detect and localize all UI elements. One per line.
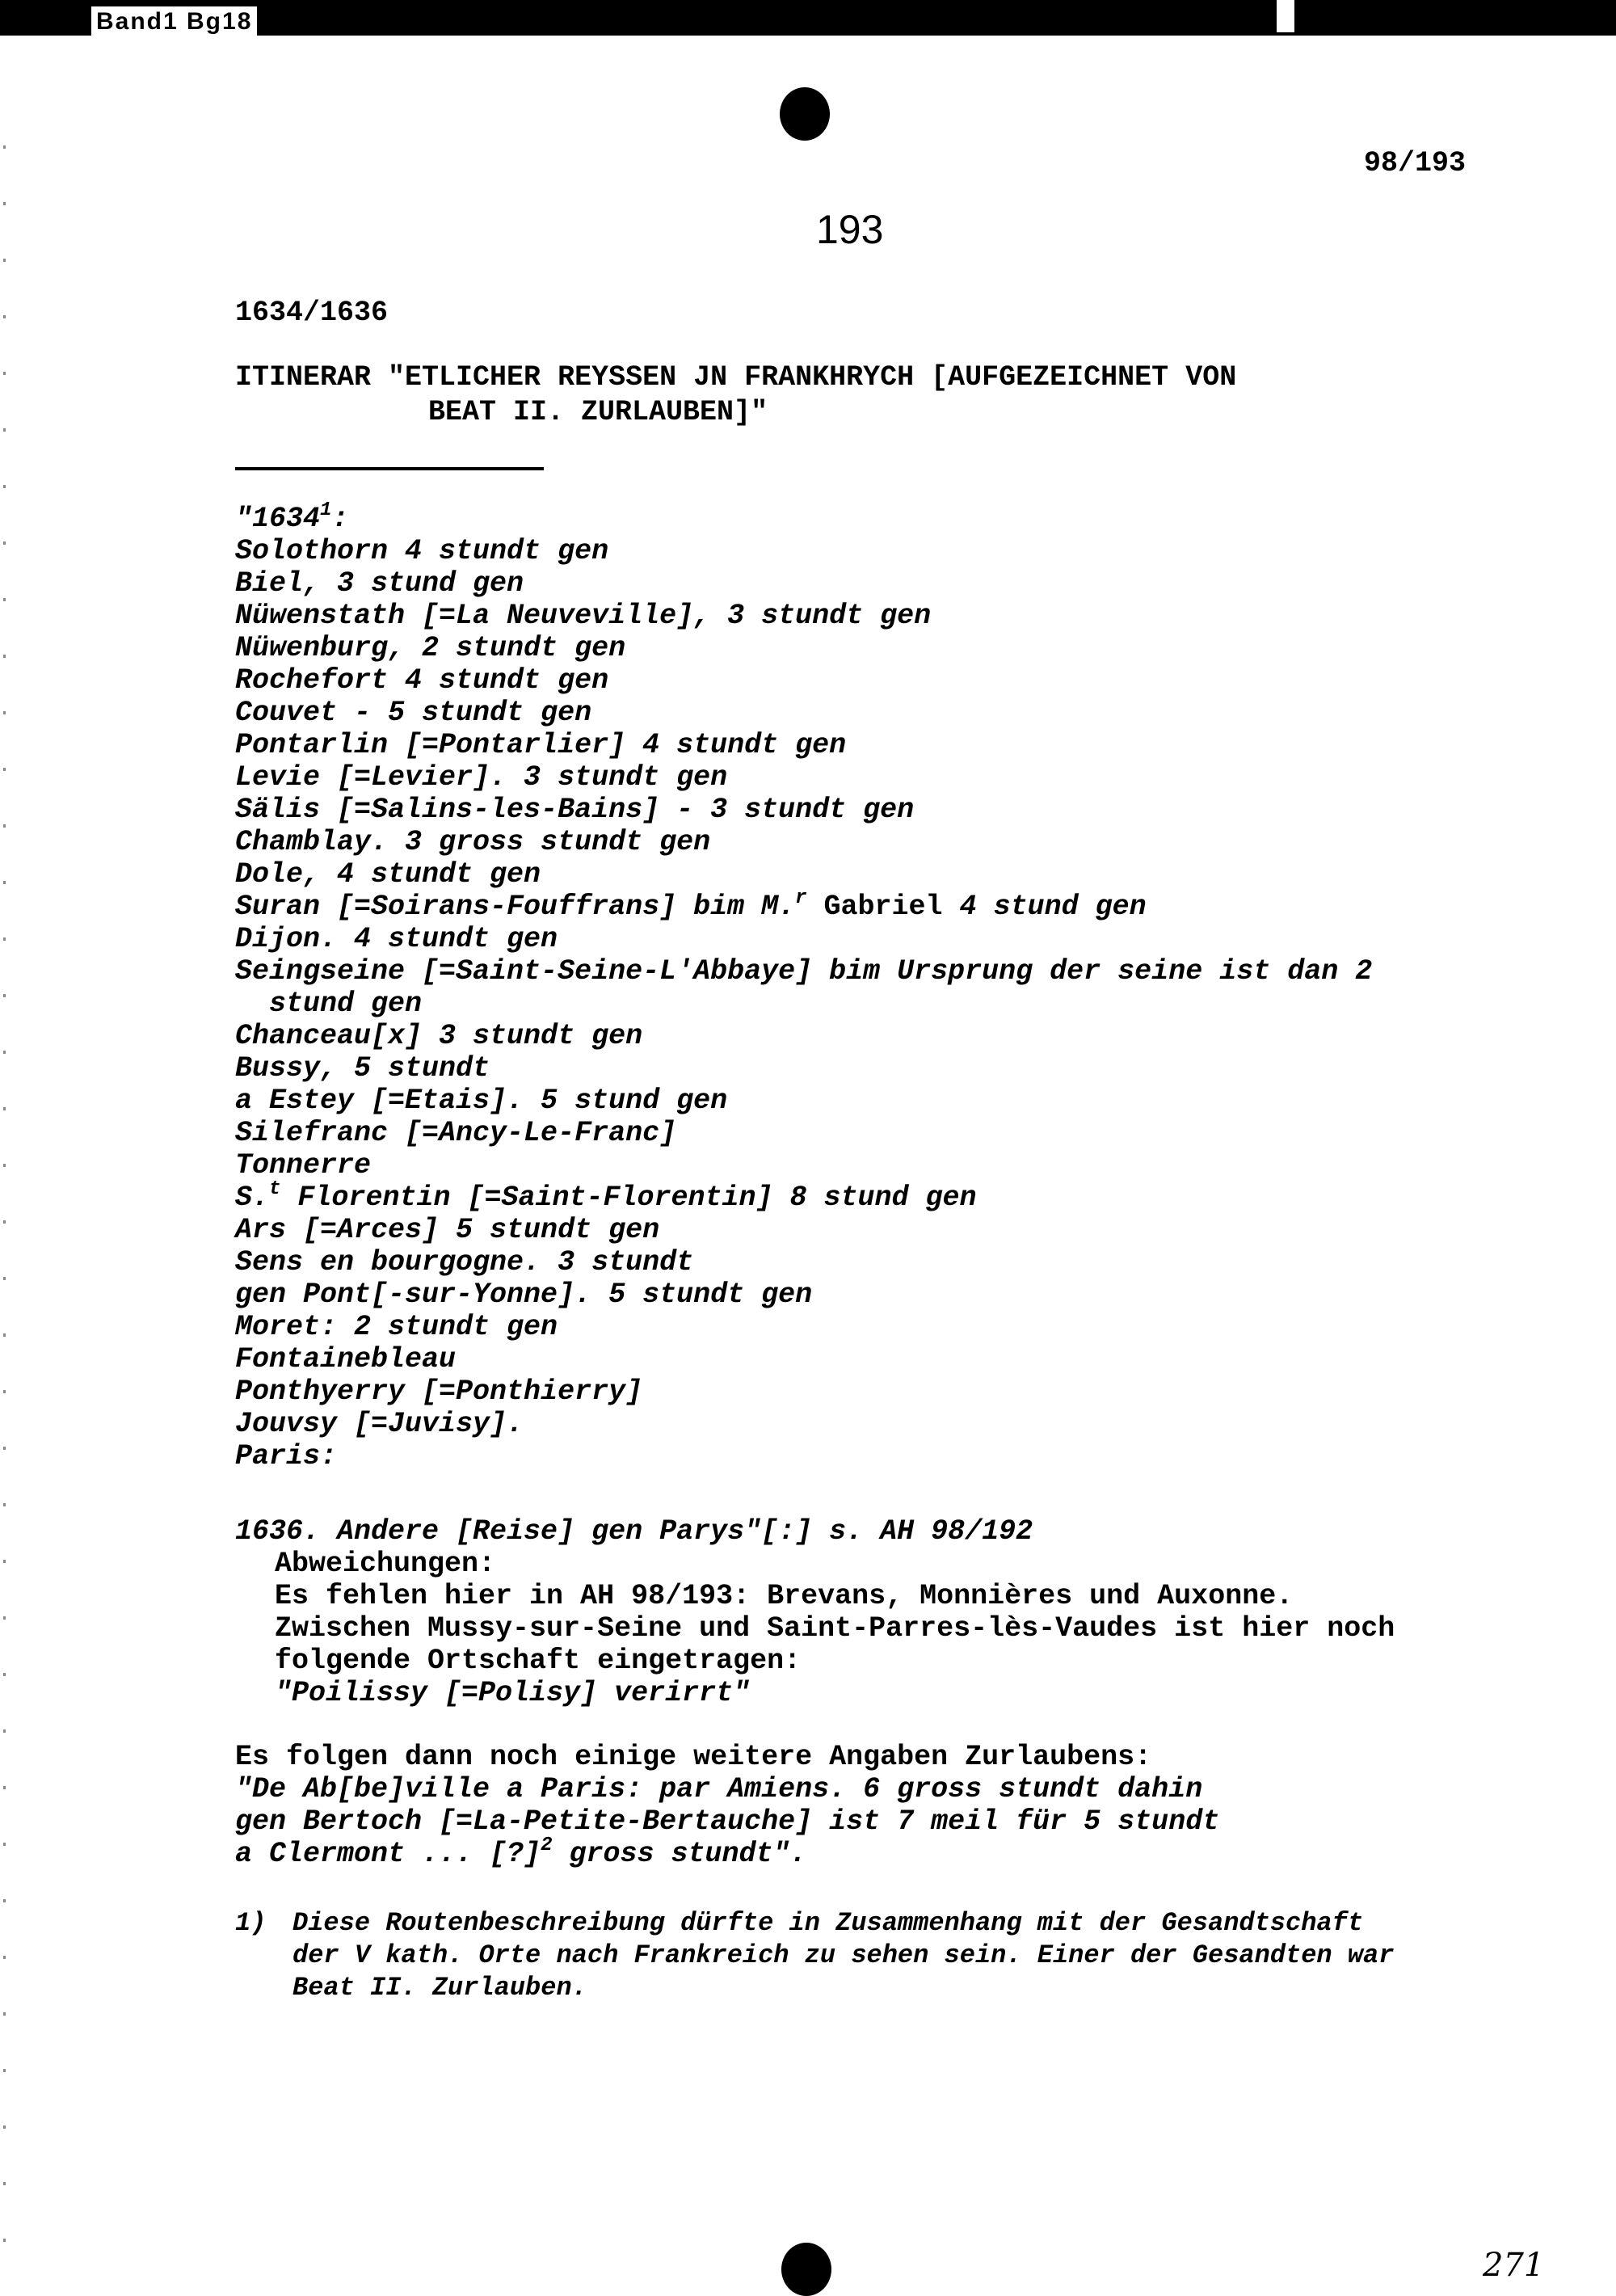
superscript: t	[269, 1178, 281, 1200]
itinerary-entry: Nüwenstath [=La Neuveville], 3 stundt gen	[235, 600, 932, 632]
title-rule	[235, 467, 544, 470]
itinerary-entry: Moret: 2 stundt gen	[235, 1311, 558, 1343]
superscript: r	[795, 887, 807, 909]
punch-hole-bottom	[781, 2243, 831, 2296]
itinerary-entry: Seingseine [=Saint-Seine-L'Abbaye] bim Ursprung der seine ist dan 2	[235, 955, 1373, 988]
itinerary-year: "1634	[235, 503, 321, 535]
clermont-end: gross stundt".	[552, 1838, 807, 1870]
itinerary-entry: Sälis [=Salins-les-Bains] - 3 stundt gen	[235, 794, 915, 826]
itinerary-colon: :	[331, 503, 349, 535]
itinerary-entry: Fontainebleau	[235, 1343, 457, 1375]
itinerary-entry: Rochefort 4 stundt gen	[235, 664, 609, 697]
itinerary-entry: Bussy, 5 stundt	[235, 1052, 490, 1085]
handwritten-number: 271	[1483, 2247, 1545, 2284]
itinerary-entry-florentin	[235, 1178, 1372, 1214]
further-line: gen Bertoch [=La-Petite-Bertauche] ist 7 meil für 5 stundt	[235, 1805, 1220, 1838]
itinerary-entry: Biel, 3 stund gen	[235, 567, 524, 600]
itinerary-list	[235, 499, 1373, 1472]
deviation-line: folgende Ortschaft eingetragen:	[275, 1645, 802, 1677]
deviation-line: Es fehlen hier in AH 98/193: Brevans, Monnières und Auxonne.	[275, 1580, 1294, 1612]
itinerary-entry: Levie [=Levier]. 3 stundt gen	[235, 761, 728, 794]
footnote-ref: 2	[541, 1835, 553, 1856]
punch-hole-top	[780, 87, 830, 141]
itinerary-entry: Pontarlin [=Pontarlier] 4 stundt gen	[235, 729, 847, 761]
suran-text: Suran [=Soirans-Fouffrans] bim M.	[235, 891, 796, 923]
suran-distance: 4 stund gen	[942, 891, 1147, 923]
itinerary-entry: Paris:	[235, 1440, 338, 1472]
deviation-quote: "Poilissy [=Polisy] verirrt"	[275, 1677, 751, 1709]
deviation-line: Abweichungen:	[275, 1548, 496, 1580]
itinerary-entry: Ars [=Arces] 5 stundt gen	[235, 1214, 660, 1246]
itinerary-entry: Chamblay. 3 gross stundt gen	[235, 826, 711, 858]
clermont-text: a Clermont ... [?]	[235, 1838, 541, 1870]
itinerary-entry: stund gen	[235, 988, 423, 1020]
itinerary-entry: gen Pont[-sur-Yonne]. 5 stundt gen	[235, 1279, 813, 1311]
itinerary-entry: Ponthyerry [=Ponthierry]	[235, 1375, 643, 1408]
footnote-line: Beat II. Zurlauben.	[292, 1973, 587, 2003]
section-1636-heading: 1636. Andere [Reise] gen Parys"[:] s. AH 98/192	[235, 1515, 1033, 1548]
deviations-block	[275, 1548, 1395, 1709]
itinerary-entry: Couvet - 5 stundt gen	[235, 697, 592, 729]
further-line-clermont	[235, 1835, 1219, 1870]
itinerary-entry: Sens en bourgogne. 3 stundt	[235, 1246, 694, 1279]
itinerary-entry: Nüwenburg, 2 stundt gen	[235, 632, 626, 664]
scan-edge-marks	[3, 121, 6, 2263]
itinerary-entry: Solothorn 4 stundt gen	[235, 535, 609, 567]
footnote-line: der V kath. Orte nach Frankreich zu sehen sein. Einer der Gesandten war	[292, 1940, 1395, 1970]
itinerary-entry-suran	[235, 887, 1372, 923]
document-title-line2: BEAT II. ZURLAUBEN]"	[428, 396, 768, 428]
gabriel-name: Gabriel	[806, 891, 943, 923]
document-title-line1: ITINERAR "ETLICHER REYSSEN JN FRANKHRYCH [AUFGEZEICHNET VON	[235, 361, 1237, 394]
footnote-line: Diese Routenbeschreibung dürfte in Zusammenhang mit der Gesandtschaft	[292, 1908, 1364, 1938]
saint-abbrev: S.	[235, 1182, 270, 1214]
florentin-text: Florentin [=Saint-Florentin] 8 stund gen	[280, 1182, 977, 1214]
further-intro: Es folgen dann noch einige weitere Angaben Zurlaubens:	[235, 1741, 1152, 1773]
footnote-ref: 1	[320, 499, 332, 521]
document-date: 1634/1636	[235, 297, 389, 329]
itinerary-entry: Tonnerre	[235, 1149, 372, 1182]
itinerary-entry: Chanceau[x] 3 stundt gen	[235, 1020, 643, 1052]
itinerary-entry: Dijon. 4 stundt gen	[235, 923, 558, 955]
footnote-marker: 1)	[235, 1908, 267, 1938]
deviation-line: Zwischen Mussy-sur-Seine und Saint-Parres-lès-Vaudes ist hier noch	[275, 1612, 1395, 1645]
sheet-tag: Band1 Bg18	[91, 6, 257, 37]
footnote	[292, 1907, 1394, 2004]
archive-reference: 98/193	[1363, 147, 1466, 179]
scan-notch	[1277, 0, 1298, 32]
itinerary-entry: Dole, 4 stundt gen	[235, 858, 541, 891]
itinerary-entry: Jouvsy [=Juvisy].	[235, 1408, 524, 1440]
itinerary-heading	[235, 499, 1372, 535]
further-quote	[235, 1773, 1219, 1870]
further-line: "De Ab[be]ville a Paris: par Amiens. 6 gross stundt dahin	[235, 1773, 1203, 1805]
itinerary-entry: a Estey [=Etais]. 5 stund gen	[235, 1085, 728, 1117]
itinerary-entry: Silefranc [=Ancy-Le-Franc]	[235, 1117, 677, 1149]
page-number: 193	[816, 207, 884, 252]
